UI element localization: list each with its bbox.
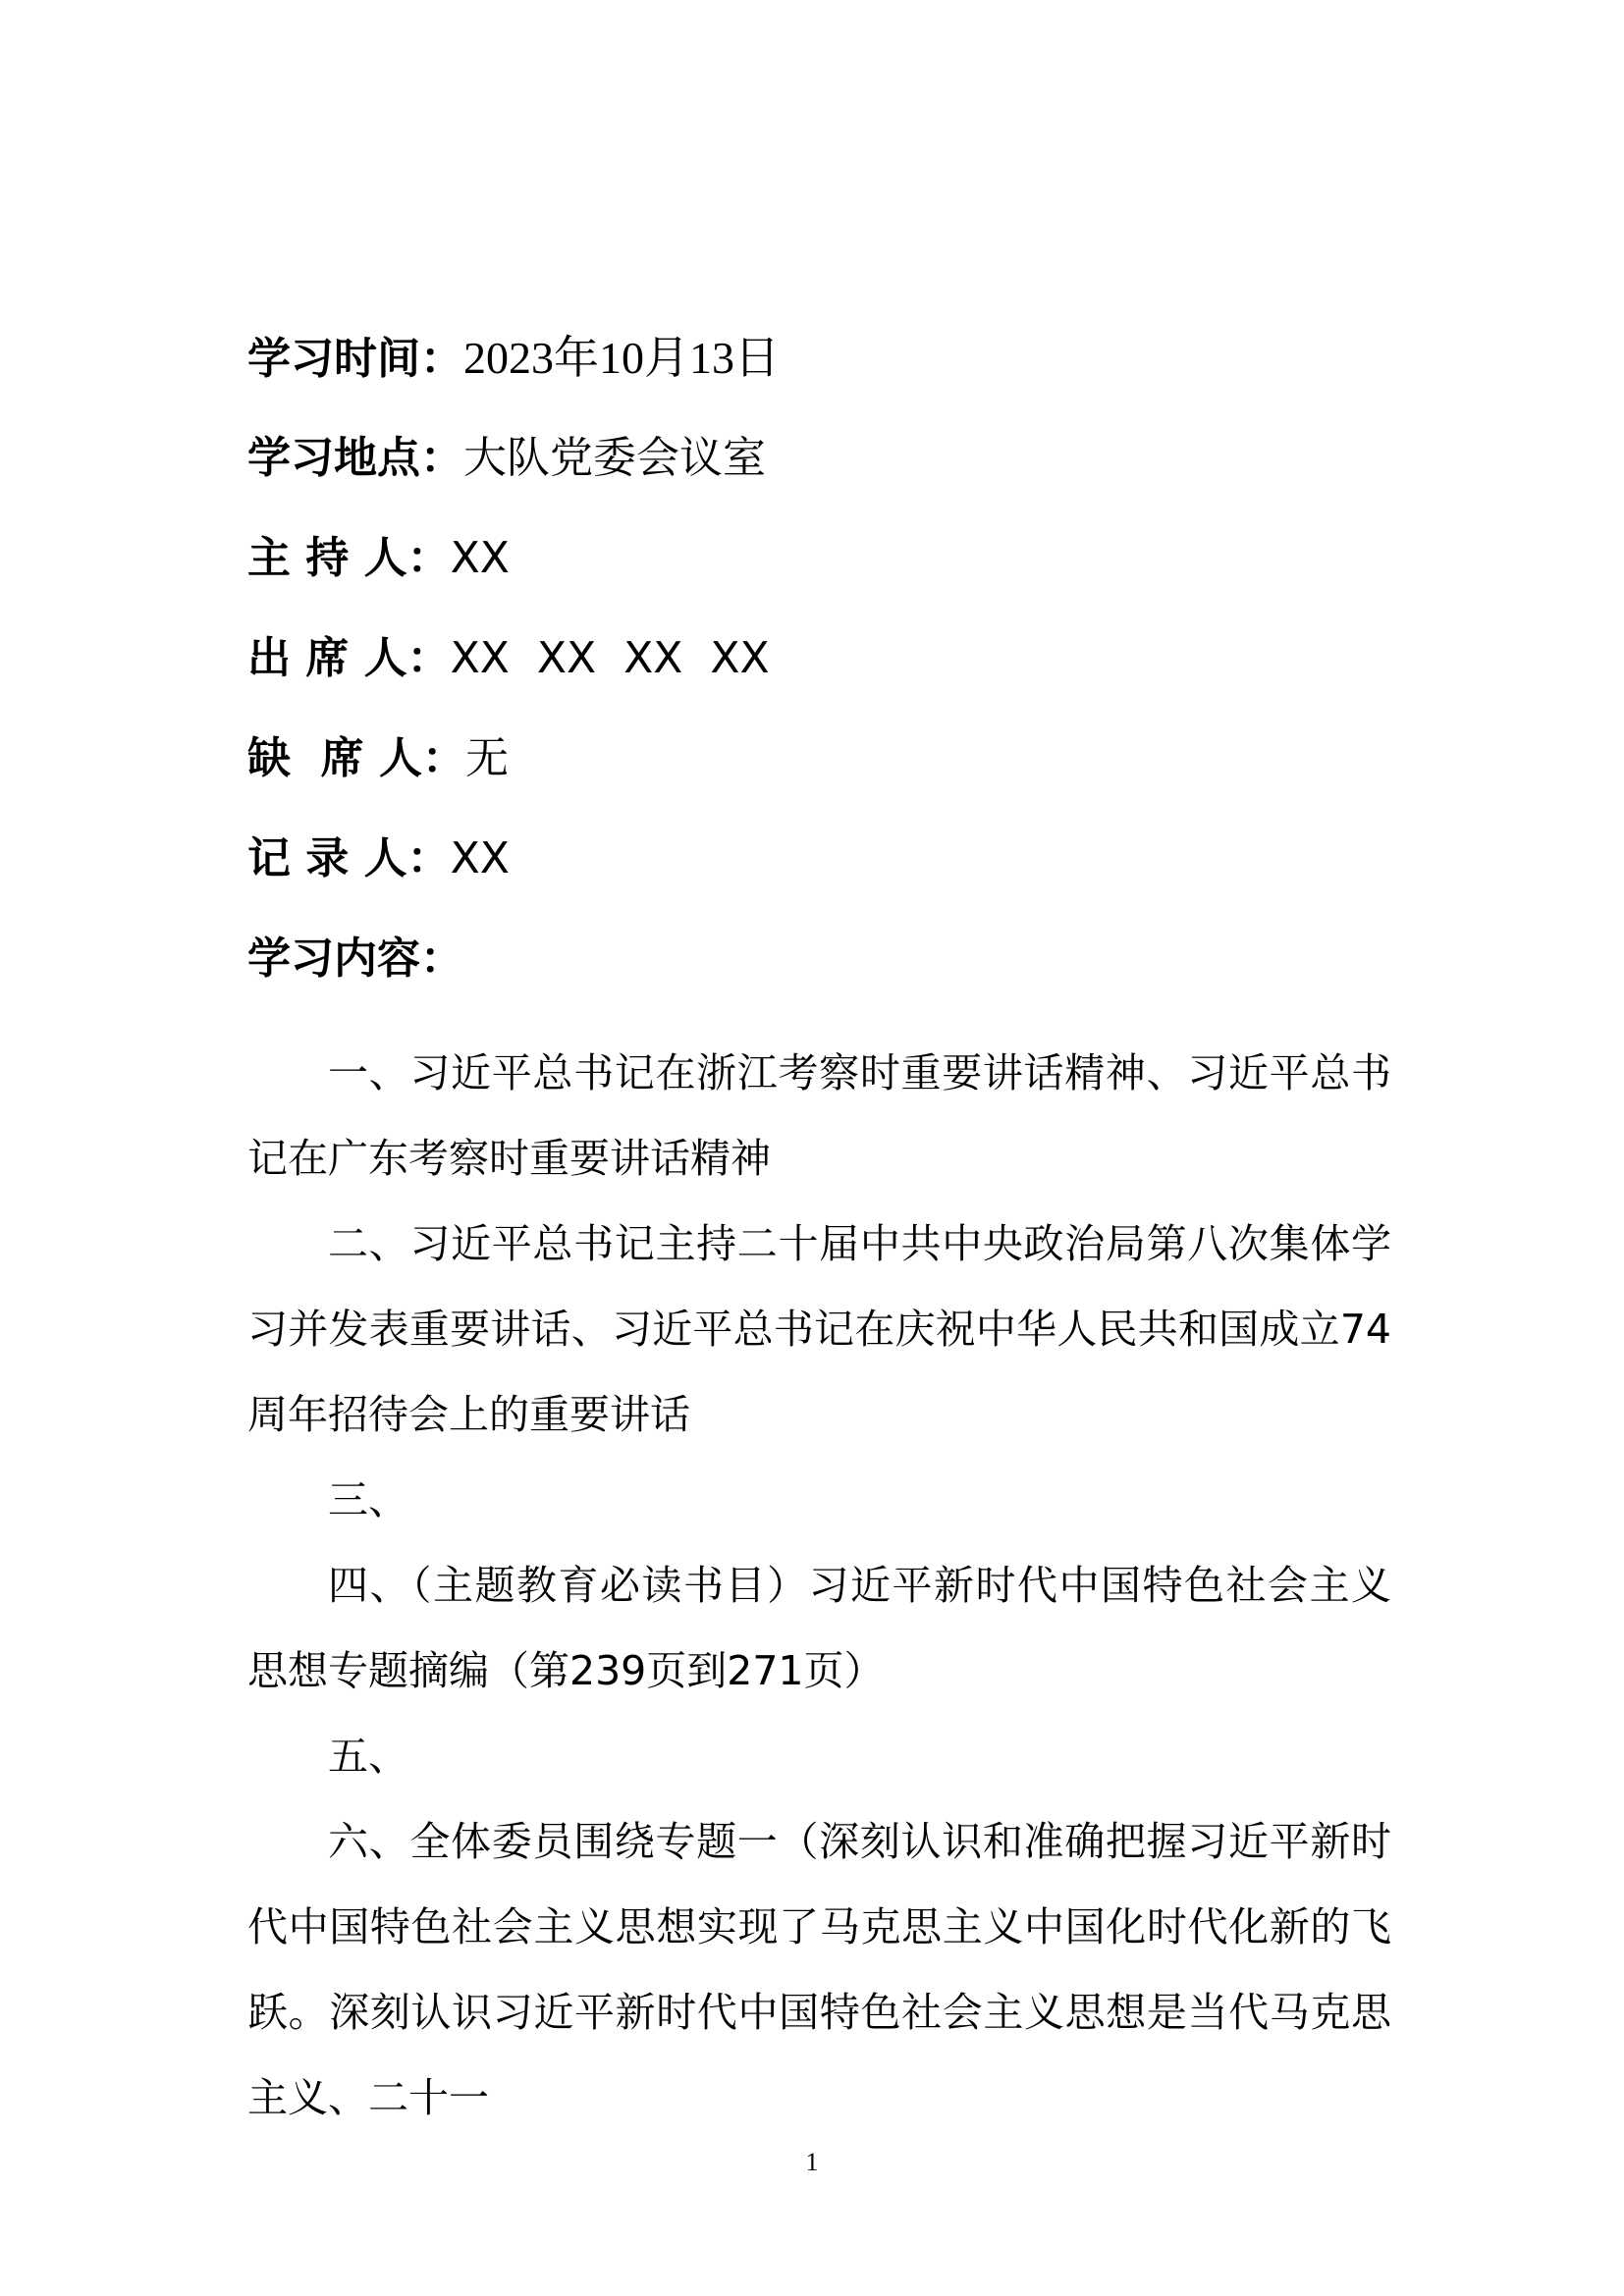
page-number: 1	[805, 2148, 819, 2176]
content-heading: 学习内容：	[247, 934, 463, 984]
content-item: 三、	[328, 1476, 408, 1523]
host-label: 主 持 人：	[247, 533, 451, 583]
meeting-info	[247, 326, 1386, 1027]
study-location-field	[247, 426, 1386, 526]
host-field	[247, 526, 1386, 626]
content-item: 四、（主题教育必读书目）习近平新时代中国特色社会主义思想专题摘编（第239页到271页）	[247, 1562, 1391, 1694]
study-content	[247, 1031, 1391, 2141]
content-item: 一、习近平总书记在浙江考察时重要讲话精神、习近平总书记在广东考察时重要讲话精神	[247, 1049, 1391, 1182]
host-value: XX	[450, 533, 510, 583]
study-time-value: 2023年10月13日	[463, 333, 780, 383]
recorder-label: 记 录 人：	[247, 833, 451, 883]
study-location-value: 大队党委会议室	[463, 433, 766, 483]
content-heading-field	[247, 927, 1386, 1027]
study-time-label: 学习时间：	[247, 334, 463, 384]
content-item: 六、全体委员围绕专题一（深刻认识和准确把握习近平新时代中国特色社会主义思想实现了马克思主义中国化时代化新的飞跃。深刻认识习近平新时代中国特色社会主义思想是当代马克思主义、二十一	[247, 1818, 1391, 2121]
absentees-label: 缺 席 人：	[247, 733, 465, 783]
attendees-label: 出 席 人：	[247, 633, 451, 683]
absentees-field	[247, 726, 1386, 827]
recorder-value: XX	[450, 833, 510, 883]
study-time-field	[247, 326, 1386, 426]
study-location-label: 学习地点：	[247, 433, 463, 483]
content-item: 五、	[328, 1733, 408, 1780]
absentees-value: 无	[464, 733, 509, 783]
attendees-value: XX XX XX XX	[450, 633, 770, 683]
recorder-field	[247, 827, 1386, 927]
content-item: 二、习近平总书记主持二十届中共中央政治局第八次集体学习并发表重要讲话、习近平总书记在庆祝中华人民共和国成立74周年招待会上的重要讲话	[247, 1220, 1391, 1438]
attendees-field	[247, 626, 1386, 726]
